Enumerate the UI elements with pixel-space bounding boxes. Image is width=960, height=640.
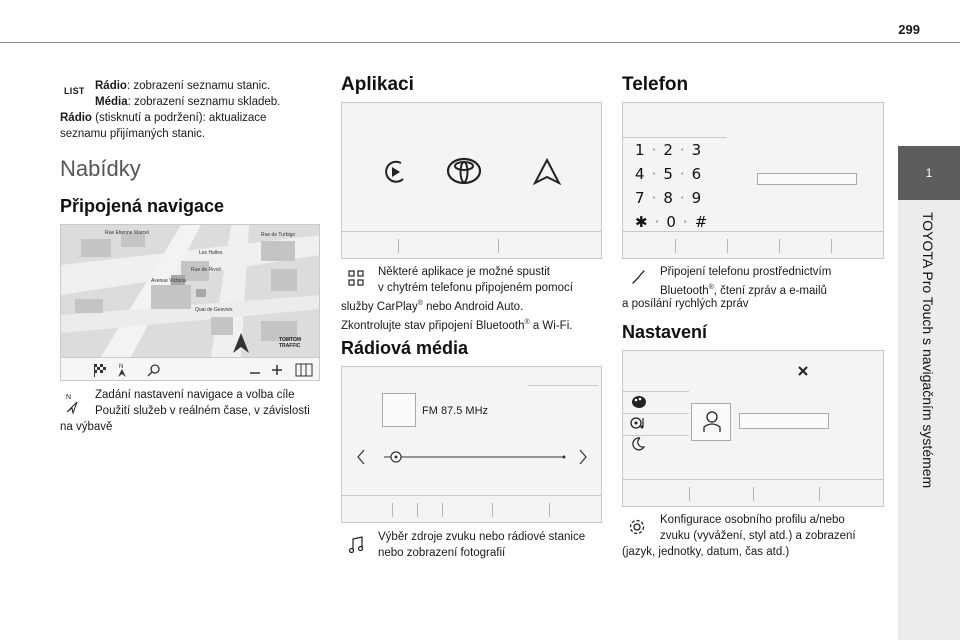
page-number: 299	[898, 22, 920, 37]
apps-desc: Některé aplikace je možné spustit v chytrém telefonu připojeném pomocí	[378, 266, 573, 294]
radio-list-block: Rádio: zobrazení seznamu stanic. Média: zobrazení seznamu skladeb.	[95, 80, 281, 108]
phone-title: Telefon	[622, 74, 689, 95]
next-icon	[580, 450, 586, 464]
list-icon: LIST	[64, 86, 85, 96]
checkered-flag-icon[interactable]	[93, 363, 107, 377]
connected-nav-title: Připojená navigace	[60, 196, 225, 216]
map-label: Quai de Gesvres	[195, 307, 233, 313]
audio-settings-icon[interactable]	[629, 415, 649, 431]
map-label: Rue de Rivoli	[191, 267, 221, 273]
radio-media-title: Rádiová média	[341, 338, 469, 358]
compass-north-icon[interactable]	[117, 362, 127, 378]
phone-icon	[630, 268, 646, 286]
keypad-row[interactable]: ✱ · 0 · #	[635, 213, 708, 231]
keypad-row[interactable]: 7 · 8 · 9	[635, 189, 702, 207]
chapter-tab[interactable]	[898, 146, 960, 200]
close-icon[interactable]	[797, 365, 809, 377]
previous-icon	[358, 450, 364, 464]
settings-desc-3: (jazyk, jednotky, datum, čas atd.)	[622, 546, 790, 558]
map-label: Avenue Victoria	[151, 278, 186, 284]
svg-text:N: N	[66, 394, 72, 401]
map-label: Les Halles	[199, 250, 223, 256]
search-icon[interactable]	[147, 363, 161, 377]
map-options-icon[interactable]	[295, 362, 313, 378]
settings-title: Nastavení	[622, 322, 708, 342]
zoom-out-icon[interactable]	[249, 363, 261, 377]
phone-screen	[622, 102, 884, 259]
settings-desc: Konfigurace osobního profilu a/nebo zvuku (vyvážení, styl atd.) a zobrazení	[660, 514, 856, 542]
nav-toolbar	[61, 357, 320, 381]
radio-media-screen	[341, 366, 602, 523]
carplay-icon[interactable]	[382, 159, 408, 185]
station-artwork	[382, 393, 416, 427]
radio-media-desc: Výběr zdroje zvuku nebo rádiové stanice nebo zobrazení fotografií	[378, 531, 586, 559]
keypad-row[interactable]: 4 · 5 · 6	[635, 165, 702, 183]
tuner-slider[interactable]	[354, 447, 594, 467]
keypad-row[interactable]: 1 · 2 · 3	[635, 141, 702, 159]
connected-nav-desc: Zadání nastavení navigace a volba cíle Použití služeb v reálném čase, v závislosti	[95, 389, 310, 417]
navigation-arrow-icon	[64, 392, 80, 414]
palette-icon[interactable]	[631, 395, 647, 409]
svg-text:N: N	[119, 364, 124, 370]
apps-desc-2: služby CarPlay® nebo Android Auto. Zkontrolujte stav připojení Bluetooth® a Wi-Fi.	[341, 300, 573, 332]
apps-grid-icon	[348, 270, 364, 286]
navigation-screen	[60, 224, 320, 381]
header-rule	[0, 42, 960, 43]
apps-title: Aplikaci	[341, 74, 414, 95]
profile-name-field[interactable]	[739, 413, 829, 429]
android-auto-icon[interactable]	[532, 157, 562, 187]
moon-icon[interactable]	[631, 437, 645, 451]
zoom-in-icon[interactable]	[271, 363, 283, 377]
gear-icon	[628, 518, 646, 536]
apps-screen	[341, 102, 602, 259]
map-label: Rue de Turbigo	[261, 232, 296, 238]
running-title: TOYOTA Pro Touch s navigačním systémem	[920, 212, 936, 489]
music-note-icon	[348, 536, 364, 554]
map-label: Rue Etienne Marcel	[105, 230, 149, 236]
settings-screen	[622, 350, 884, 507]
menus-heading: Nabídky	[60, 156, 141, 181]
number-field[interactable]	[757, 173, 857, 185]
station-frequency: FM 87.5 MHz	[422, 405, 489, 417]
profile-button[interactable]	[691, 403, 731, 441]
connected-nav-desc-3: na výbavě	[60, 421, 113, 433]
radio-list-block-2: Rádio (stisknutí a podržení): aktualizace seznamu přijímaných stanic.	[60, 112, 267, 140]
tomtom-label: TOMTOM TRAFFIC	[279, 337, 302, 349]
chapter-tab-label: 1	[925, 166, 933, 180]
phone-desc-3: a posílání rychlých zpráv	[622, 298, 749, 310]
user-profile-icon	[702, 410, 722, 434]
toyota-logo-icon[interactable]	[446, 157, 482, 185]
phone-desc: Připojení telefonu prostřednictvím Bluetooth®, čtení zpráv a e-mailů	[660, 266, 832, 297]
